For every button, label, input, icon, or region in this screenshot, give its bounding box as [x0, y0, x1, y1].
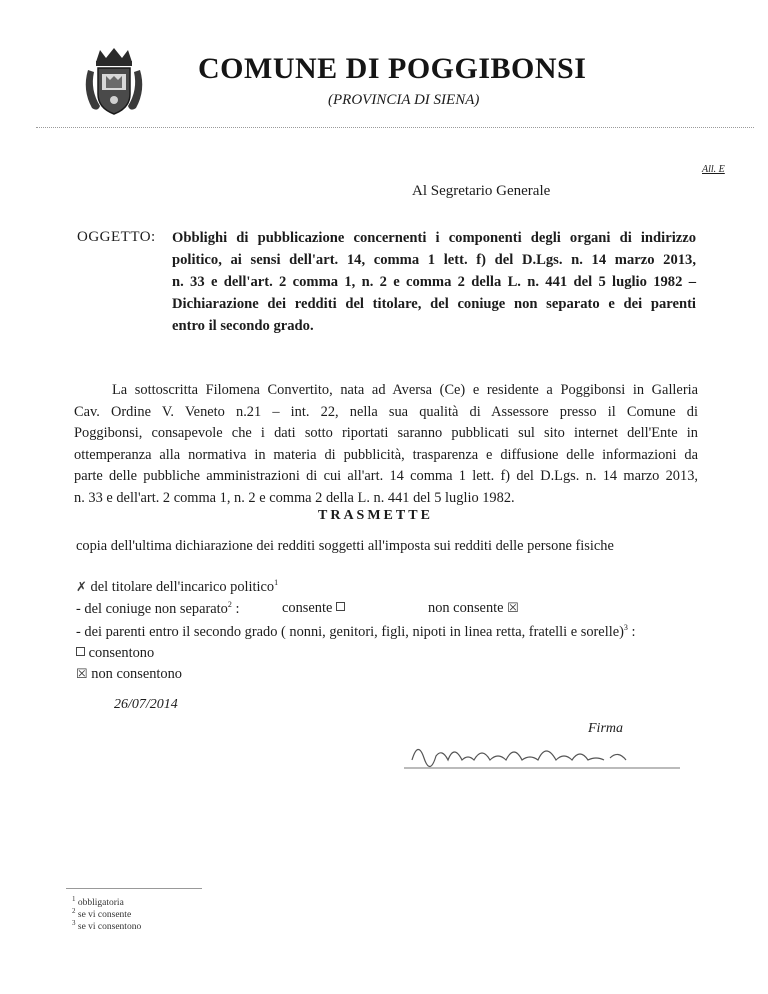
- paragraph-line: n. 33 e dell'art. 2 comma 1, n. 2 e comma 2 della L. n. 441 del 5 luglio 1982.: [74, 489, 515, 506]
- consentono-option[interactable]: [76, 645, 154, 662]
- consentono-label: consentono: [88, 645, 155, 661]
- coniuge-consente-option[interactable]: [282, 600, 345, 617]
- footnote-number: 3: [72, 919, 76, 927]
- subject-line: Obblighi di pubblicazione concernenti i componenti degli organi di indirizzo: [172, 230, 696, 246]
- consente-label: consente: [282, 600, 333, 616]
- consente-checkbox[interactable]: [336, 602, 345, 611]
- paragraph-line: La sottoscritta Filomena Convertito, nata ad Aversa (Ce) e residente a Poggibonsi in Galleria: [112, 382, 698, 398]
- footnote-number: 1: [72, 895, 76, 903]
- coniuge-label: - del coniuge non separato: [76, 600, 228, 617]
- municipal-crest-icon: [80, 46, 148, 120]
- date-field: 26/07/2014: [114, 697, 178, 712]
- titolare-label: del titolare dell'incarico politico: [90, 578, 275, 595]
- footnote-text: se vi consente: [77, 910, 132, 921]
- coniuge-item: [76, 600, 239, 618]
- parenti-item: [76, 623, 635, 641]
- coniuge-non-consente-option[interactable]: [428, 600, 519, 617]
- footnote-ref: 2: [227, 600, 232, 609]
- footnote-ref: 1: [274, 578, 279, 587]
- handwritten-signature-icon: [404, 730, 680, 776]
- signature-label: Firma: [588, 721, 623, 736]
- trasmette-heading: TRASMETTE: [318, 508, 433, 523]
- subject-text: [172, 227, 696, 337]
- footnote-number: 2: [72, 907, 76, 915]
- subject-line: politico, ai sensi dell'art. 14, comma 1 lett. f) del D.Lgs. n. 14 marzo 2013,: [172, 252, 696, 268]
- paragraph-line: Cav. Ordine V. Veneto n.21 – int. 22, nella sua qualità di Assessore presso il Comune di: [74, 403, 698, 420]
- subject-line: entro il secondo grado.: [172, 318, 314, 334]
- subject-line: Dichiarazione dei redditi del titolare, del coniuge non separato e dei parenti: [172, 296, 696, 312]
- paragraph-line: Poggibonsi, consapevole che i dati sotto riportati saranno pubblicati sul sito internet dell'Ente in: [74, 425, 698, 441]
- declaration-paragraph: [74, 380, 698, 509]
- non-consentono-checkbox-checked[interactable]: ☒: [76, 666, 88, 681]
- parenti-label: - dei parenti entro il secondo grado ( nonni, genitori, figli, nipoti in linea retta, fratelli e sorelle): [76, 623, 624, 640]
- non-consente-checkbox-checked[interactable]: ☒: [507, 600, 519, 615]
- subject-line: n. 33 e dell'art. 2 comma 1, n. 2 e comma 2 della L. n. 441 del 5 luglio 1982 –: [172, 274, 696, 290]
- footnote-divider: [66, 888, 202, 889]
- consentono-checkbox[interactable]: [76, 647, 85, 656]
- paragraph-line: ottemperanza alla normativa in materia di pubblicità, trasparenza e diffusione delle informazioni da: [74, 446, 698, 463]
- non-consente-label: non consente: [428, 600, 504, 616]
- non-consentono-label: non consentono: [91, 666, 182, 682]
- copy-statement: copia dell'ultima dichiarazione dei redditi soggetti all'imposta sui redditi delle persone fisiche: [76, 538, 614, 554]
- attachment-label: All. E: [702, 164, 725, 175]
- paragraph-line: parte delle pubbliche amministrazioni di cui all'art. 14 comma 1 lett. f) del D.Lgs. n. 14 marzo 2013,: [74, 468, 698, 484]
- footnote-text: obbligatoria: [77, 898, 124, 909]
- titolare-item: [76, 578, 278, 596]
- recipient-line: Al Segretario Generale: [412, 183, 551, 199]
- parenti-colon: :: [627, 623, 636, 640]
- header-divider: [36, 127, 754, 128]
- non-consentono-option[interactable]: [76, 666, 182, 683]
- document-subtitle: (PROVINCIA DI SIENA): [328, 92, 480, 108]
- document-title: COMUNE DI POGGIBONSI: [198, 52, 587, 85]
- coniuge-colon: :: [231, 600, 240, 617]
- titolare-checkmark[interactable]: ✗: [76, 578, 87, 594]
- subject-label: OGGETTO:: [77, 229, 156, 245]
- footnote-ref: 3: [623, 623, 628, 632]
- footnote-text: se vi consentono: [77, 922, 142, 933]
- footnote-3: [72, 919, 141, 932]
